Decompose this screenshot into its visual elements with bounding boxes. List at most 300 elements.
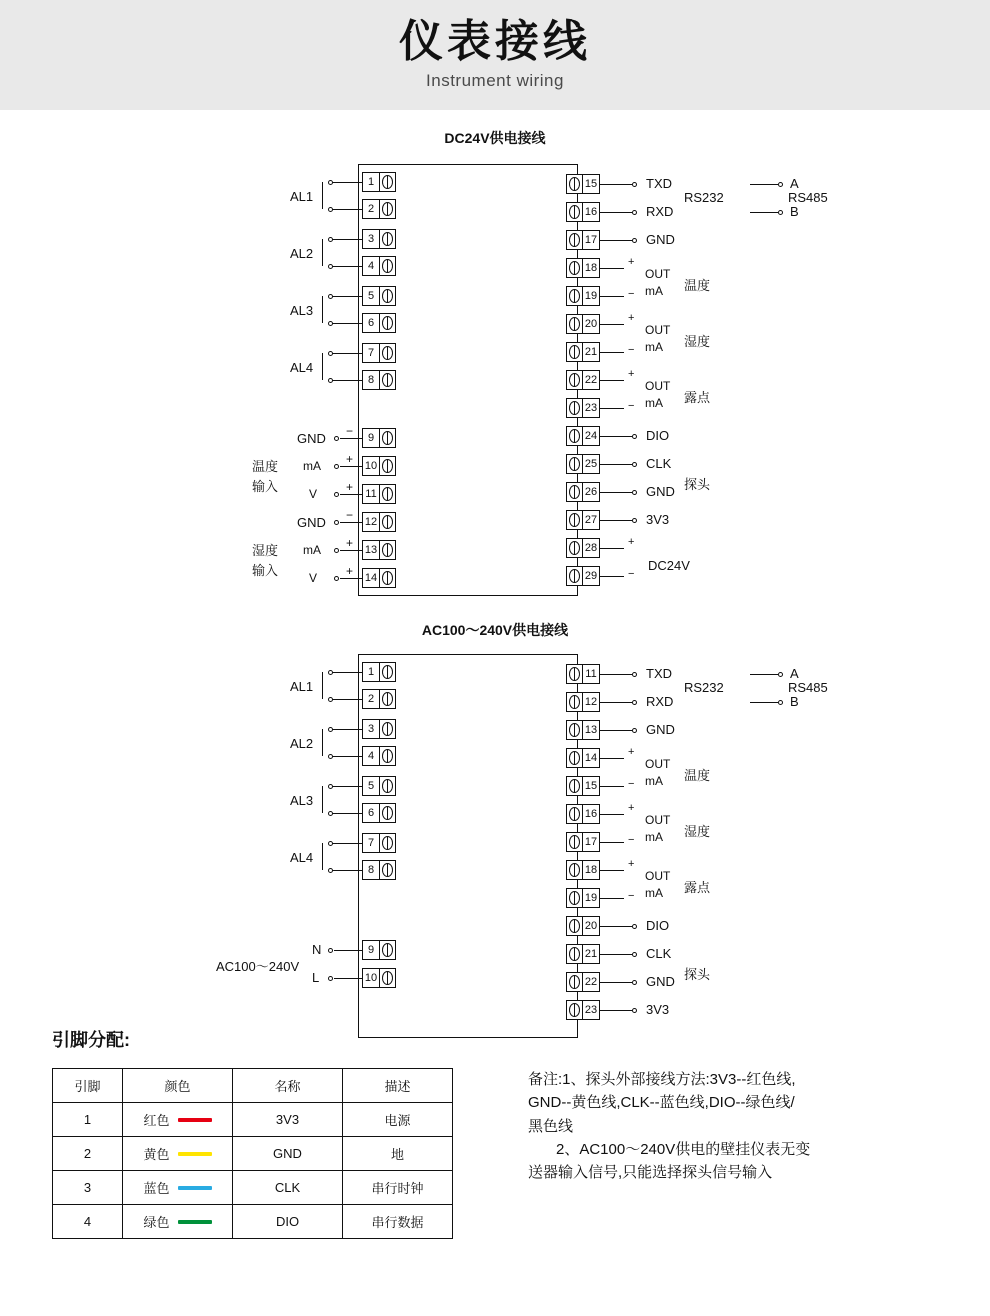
- label-out-1: OUT: [645, 267, 671, 281]
- terminal-12[interactable]: 12: [566, 692, 600, 712]
- terminal-3[interactable]: 3: [362, 719, 396, 739]
- terminal-dot: [632, 952, 637, 957]
- screw-icon: [379, 344, 395, 362]
- terminal-dot: [328, 976, 333, 981]
- label-ma-out-3: mA: [645, 886, 663, 900]
- terminal-17[interactable]: 17: [566, 832, 600, 852]
- sign-plus: +: [628, 312, 635, 324]
- sign-minus: −: [628, 344, 635, 356]
- label-out-2: OUT: [645, 323, 671, 337]
- terminal-20[interactable]: 20: [566, 916, 600, 936]
- wire: [600, 898, 624, 899]
- screw-icon: [567, 693, 583, 711]
- label-n: N: [312, 942, 322, 957]
- note-line-2: GND--黄色线,CLK--蓝色线,DIO--绿色线/: [528, 1094, 795, 1112]
- terminal-21[interactable]: 21: [566, 944, 600, 964]
- terminal-dot: [328, 784, 333, 789]
- label-rxd: RXD: [646, 694, 674, 709]
- screw-icon: [379, 834, 395, 852]
- sign-minus: −: [628, 834, 635, 846]
- screw-icon: [379, 541, 395, 559]
- terminal-16[interactable]: 16: [566, 202, 600, 222]
- cell-pin: 1: [53, 1103, 123, 1137]
- screw-icon: [567, 259, 583, 277]
- sign-plus: +: [628, 256, 635, 268]
- screw-icon: [567, 343, 583, 361]
- label-out-3: OUT: [645, 379, 671, 393]
- screw-icon: [379, 173, 395, 191]
- screw-icon: [567, 539, 583, 557]
- terminal-dot: [778, 672, 783, 677]
- terminal-15[interactable]: 15: [566, 776, 600, 796]
- terminal-dot: [334, 464, 339, 469]
- diagram1-title: DC24V供电接线: [444, 130, 546, 146]
- wire: [600, 926, 632, 927]
- wire: [600, 464, 632, 465]
- wire: [600, 1010, 632, 1011]
- cell-desc: 串行数据: [343, 1205, 453, 1239]
- screw-icon: [379, 804, 395, 822]
- terminal-12[interactable]: 12: [362, 512, 396, 532]
- label-gnd-probe: GND: [646, 974, 675, 989]
- wire: [600, 674, 632, 675]
- label-clk: CLK: [646, 456, 672, 471]
- terminal-5[interactable]: 5: [362, 286, 396, 306]
- wire: [332, 209, 362, 210]
- terminal-13[interactable]: 13: [566, 720, 600, 740]
- wire: [332, 699, 362, 700]
- screw-icon: [379, 287, 395, 305]
- sign-plus: +: [346, 536, 354, 550]
- terminal-18[interactable]: 18: [566, 258, 600, 278]
- wire: [600, 814, 624, 815]
- screw-icon: [567, 889, 583, 907]
- terminal-9[interactable]: 9: [362, 428, 396, 448]
- wire: [750, 184, 778, 185]
- pin-assignment-table: [52, 1068, 453, 1239]
- cell-pin: 3: [53, 1171, 123, 1205]
- screw-icon: [567, 749, 583, 767]
- label-al4: AL4: [290, 850, 314, 865]
- cell-color: [123, 1103, 233, 1137]
- pin-table-title: 引脚分配:: [52, 1030, 130, 1050]
- screw-icon: [567, 231, 583, 249]
- terminal-4[interactable]: 4: [362, 746, 396, 766]
- screw-icon: [379, 861, 395, 879]
- label-rs485-b: B: [790, 204, 799, 219]
- cell-color: [123, 1137, 233, 1171]
- screw-icon: [379, 690, 395, 708]
- wire: [600, 786, 624, 787]
- page-header: [0, 0, 990, 110]
- screw-icon: [379, 720, 395, 738]
- sign-plus: +: [628, 802, 635, 814]
- screw-icon: [567, 371, 583, 389]
- wire: [600, 576, 624, 577]
- cell-color: [123, 1171, 233, 1205]
- wire: [600, 184, 632, 185]
- screw-icon: [379, 200, 395, 218]
- page-title: 仪表接线: [399, 16, 591, 66]
- label-gnd-probe: GND: [646, 484, 675, 499]
- wire: [600, 352, 624, 353]
- terminal-29[interactable]: 29: [566, 566, 600, 586]
- table-row: [53, 1103, 453, 1137]
- screw-icon: [379, 513, 395, 531]
- terminal-24[interactable]: 24: [566, 426, 600, 446]
- screw-icon: [567, 833, 583, 851]
- table-row: [53, 1137, 453, 1171]
- label-humid-input-line2: 输入: [252, 563, 279, 578]
- terminal-dot: [328, 811, 333, 816]
- terminal-27[interactable]: 27: [566, 510, 600, 530]
- terminal-18[interactable]: 18: [566, 860, 600, 880]
- wire: [332, 756, 362, 757]
- wire: [322, 296, 323, 323]
- cell-name: 3V3: [233, 1103, 343, 1137]
- screw-icon: [379, 457, 395, 475]
- wire: [750, 674, 778, 675]
- label-ac-power: AC100～240V: [216, 959, 300, 974]
- sign-minus: −: [346, 508, 354, 522]
- label-probe: 探头: [684, 477, 711, 492]
- wire: [332, 323, 362, 324]
- sign-plus: +: [628, 536, 635, 548]
- wire: [600, 492, 632, 493]
- wire: [332, 729, 362, 730]
- terminal-7[interactable]: 7: [362, 343, 396, 363]
- screw-icon: [379, 569, 395, 587]
- screw-icon: [567, 945, 583, 963]
- label-dew-out: 露点: [684, 880, 711, 895]
- label-v-1: V: [309, 487, 318, 501]
- screw-icon: [379, 371, 395, 389]
- wire: [600, 240, 632, 241]
- terminal-25[interactable]: 25: [566, 454, 600, 474]
- terminal-4[interactable]: 4: [362, 256, 396, 276]
- terminal-23[interactable]: 23: [566, 398, 600, 418]
- wire: [600, 380, 624, 381]
- terminal-dot: [328, 237, 333, 242]
- sign-plus: +: [628, 368, 635, 380]
- wire: [340, 550, 362, 551]
- label-rs485-a: A: [790, 666, 799, 681]
- label-gnd: GND: [646, 232, 675, 247]
- wire: [750, 702, 778, 703]
- sign-minus: −: [628, 778, 635, 790]
- label-ma-out-2: mA: [645, 830, 663, 844]
- color-swatch-yellow: [178, 1152, 212, 1156]
- cell-desc: 电源: [343, 1103, 453, 1137]
- screw-icon: [379, 314, 395, 332]
- terminal-dot: [328, 670, 333, 675]
- page-subtitle: Instrument wiring: [426, 71, 564, 91]
- terminal-dot: [328, 180, 333, 185]
- screw-icon: [567, 917, 583, 935]
- wire: [600, 324, 624, 325]
- terminal-6[interactable]: 6: [362, 803, 396, 823]
- header-desc: 描述: [343, 1069, 453, 1103]
- sign-plus: +: [346, 480, 354, 494]
- terminal-22[interactable]: 22: [566, 972, 600, 992]
- terminal-13[interactable]: 13: [362, 540, 396, 560]
- terminal-17[interactable]: 17: [566, 230, 600, 250]
- wire: [340, 466, 362, 467]
- label-dew-out: 露点: [684, 390, 711, 405]
- wire: [340, 438, 362, 439]
- wire: [322, 182, 323, 209]
- terminal-3[interactable]: 3: [362, 229, 396, 249]
- label-rxd: RXD: [646, 204, 674, 219]
- terminal-8[interactable]: 8: [362, 370, 396, 390]
- screw-icon: [567, 861, 583, 879]
- terminal-dot: [334, 520, 339, 525]
- cell-color: [123, 1205, 233, 1239]
- terminal-dot: [334, 548, 339, 553]
- screw-icon: [567, 203, 583, 221]
- note-line-5: 送器输入信号,只能选择探头信号输入: [528, 1164, 773, 1181]
- wire: [332, 672, 362, 673]
- label-l: L: [312, 970, 320, 985]
- label-txd: TXD: [646, 666, 672, 681]
- terminal-1[interactable]: 1: [362, 172, 396, 192]
- wire: [600, 296, 624, 297]
- label-rs485: RS485: [788, 680, 828, 695]
- screw-icon: [379, 777, 395, 795]
- label-ma-out-2: mA: [645, 340, 663, 354]
- screw-icon: [379, 429, 395, 447]
- terminal-dot: [328, 948, 333, 953]
- color-swatch-red: [178, 1118, 212, 1122]
- color-swatch-blue: [178, 1186, 212, 1190]
- wire: [340, 522, 362, 523]
- screw-icon: [567, 427, 583, 445]
- terminal-dot: [778, 700, 783, 705]
- wire: [332, 353, 362, 354]
- screw-icon: [567, 399, 583, 417]
- label-temp-out: 温度: [684, 768, 711, 783]
- note-line-1: 备注:1、探头外部接线方法:3V3--红色线,: [528, 1071, 796, 1088]
- terminal-dot: [328, 378, 333, 383]
- cell-name: DIO: [233, 1205, 343, 1239]
- terminal-dot: [328, 264, 333, 269]
- sign-minus: −: [628, 890, 635, 902]
- label-ma-out-3: mA: [645, 396, 663, 410]
- color-label: 绿色: [143, 1215, 170, 1230]
- label-clk: CLK: [646, 946, 672, 961]
- wire: [750, 212, 778, 213]
- terminal-10[interactable]: 10: [362, 968, 396, 988]
- terminal-16[interactable]: 16: [566, 804, 600, 824]
- terminal-dot: [334, 576, 339, 581]
- terminal-dot: [632, 728, 637, 733]
- terminal-dot: [334, 492, 339, 497]
- label-humid-input-line1: 湿度: [252, 543, 279, 558]
- terminal-dot: [328, 207, 333, 212]
- label-3v3: 3V3: [646, 512, 670, 527]
- label-ma-1: mA: [303, 459, 321, 473]
- terminal-dot: [328, 351, 333, 356]
- wire: [600, 520, 632, 521]
- label-ma-2: mA: [303, 543, 321, 557]
- terminal-7[interactable]: 7: [362, 833, 396, 853]
- terminal-10[interactable]: 10: [362, 456, 396, 476]
- wire: [600, 212, 632, 213]
- screw-icon: [567, 721, 583, 739]
- wire: [600, 268, 624, 269]
- screw-icon: [567, 455, 583, 473]
- terminal-6[interactable]: 6: [362, 313, 396, 333]
- wire: [322, 843, 323, 870]
- terminal-19[interactable]: 19: [566, 286, 600, 306]
- label-al1: AL1: [290, 679, 314, 694]
- label-al4: AL4: [290, 360, 314, 375]
- terminal-2[interactable]: 2: [362, 199, 396, 219]
- label-ma-out-1: mA: [645, 774, 663, 788]
- terminal-dot: [632, 210, 637, 215]
- terminal-dot: [632, 434, 637, 439]
- screw-icon: [567, 777, 583, 795]
- terminal-11[interactable]: 11: [566, 664, 600, 684]
- terminal-19[interactable]: 19: [566, 888, 600, 908]
- label-rs485-a: A: [790, 176, 799, 191]
- screw-icon: [567, 315, 583, 333]
- sign-minus: −: [628, 568, 635, 580]
- wire: [322, 353, 323, 380]
- label-rs232: RS232: [684, 190, 724, 205]
- label-out-3: OUT: [645, 869, 671, 883]
- wire: [322, 239, 323, 266]
- label-al2: AL2: [290, 246, 314, 261]
- label-out-2: OUT: [645, 813, 671, 827]
- label-humid-out: 湿度: [684, 334, 711, 349]
- wire: [332, 266, 362, 267]
- wire: [322, 672, 323, 699]
- terminal-2[interactable]: 2: [362, 689, 396, 709]
- note-line-3: 黑色线: [528, 1117, 574, 1135]
- terminal-8[interactable]: 8: [362, 860, 396, 880]
- wire: [332, 380, 362, 381]
- label-dio: DIO: [646, 428, 670, 443]
- terminal-dot: [328, 321, 333, 326]
- wire: [334, 978, 362, 979]
- terminal-15[interactable]: 15: [566, 174, 600, 194]
- terminal-dot: [632, 518, 637, 523]
- table-row: [53, 1171, 453, 1205]
- wire: [332, 870, 362, 871]
- terminal-dot: [328, 294, 333, 299]
- label-temp-out: 温度: [684, 278, 711, 293]
- screw-icon: [379, 663, 395, 681]
- terminal-dot: [632, 238, 637, 243]
- screw-icon: [379, 257, 395, 275]
- terminal-14[interactable]: 14: [362, 568, 396, 588]
- notes-block: [528, 1068, 968, 1184]
- wire: [332, 786, 362, 787]
- terminal-dot: [632, 924, 637, 929]
- label-al3: AL3: [290, 793, 314, 808]
- screw-icon: [567, 567, 583, 585]
- label-dc24v: DC24V: [648, 558, 690, 573]
- screw-icon: [379, 230, 395, 248]
- terminal-14[interactable]: 14: [566, 748, 600, 768]
- terminal-dot: [778, 182, 783, 187]
- color-label: 红色: [143, 1113, 170, 1128]
- wire: [600, 982, 632, 983]
- color-swatch-green: [178, 1220, 212, 1224]
- table-header-row: [53, 1069, 453, 1103]
- terminal-23[interactable]: 23: [566, 1000, 600, 1020]
- cell-desc: 串行时钟: [343, 1171, 453, 1205]
- wire: [332, 239, 362, 240]
- label-al2: AL2: [290, 736, 314, 751]
- wire: [334, 950, 362, 951]
- terminal-5[interactable]: 5: [362, 776, 396, 796]
- label-rs485-b: B: [790, 694, 799, 709]
- terminal-dot: [632, 462, 637, 467]
- wire: [332, 843, 362, 844]
- header-color: 颜色: [123, 1069, 233, 1103]
- screw-icon: [567, 665, 583, 683]
- terminal-1[interactable]: 1: [362, 662, 396, 682]
- color-label: 蓝色: [143, 1181, 170, 1196]
- label-probe: 探头: [684, 967, 711, 982]
- label-3v3: 3V3: [646, 1002, 670, 1017]
- label-ma-out-1: mA: [645, 284, 663, 298]
- sign-plus: +: [628, 858, 635, 870]
- screw-icon: [379, 485, 395, 503]
- screw-icon: [567, 511, 583, 529]
- wire: [600, 408, 624, 409]
- wire: [340, 578, 362, 579]
- note-line-4: 2、AC100～240V供电的壁挂仪表无变: [556, 1140, 811, 1158]
- wire: [600, 548, 624, 549]
- screw-icon: [379, 747, 395, 765]
- wire: [600, 758, 624, 759]
- screw-icon: [567, 175, 583, 193]
- terminal-28[interactable]: 28: [566, 538, 600, 558]
- label-temp-input-line2: 输入: [252, 479, 279, 494]
- terminal-dot: [632, 672, 637, 677]
- label-rs232: RS232: [684, 680, 724, 695]
- terminal-dot: [328, 754, 333, 759]
- label-txd: TXD: [646, 176, 672, 191]
- terminal-26[interactable]: 26: [566, 482, 600, 502]
- terminal-20[interactable]: 20: [566, 314, 600, 334]
- cell-desc: 地: [343, 1137, 453, 1171]
- screw-icon: [567, 805, 583, 823]
- terminal-11[interactable]: 11: [362, 484, 396, 504]
- terminal-dot: [632, 182, 637, 187]
- wire: [600, 730, 632, 731]
- wire: [332, 296, 362, 297]
- terminal-21[interactable]: 21: [566, 342, 600, 362]
- label-v-2: V: [309, 571, 318, 585]
- sign-minus: −: [628, 400, 635, 412]
- terminal-9[interactable]: 9: [362, 940, 396, 960]
- wire: [600, 842, 624, 843]
- terminal-22[interactable]: 22: [566, 370, 600, 390]
- screw-icon: [567, 1001, 583, 1019]
- cell-name: CLK: [233, 1171, 343, 1205]
- label-al1: AL1: [290, 189, 314, 204]
- label-out-1: OUT: [645, 757, 671, 771]
- table-row: [53, 1205, 453, 1239]
- screw-icon: [379, 969, 395, 987]
- terminal-dot: [328, 868, 333, 873]
- screw-icon: [567, 483, 583, 501]
- terminal-dot: [632, 490, 637, 495]
